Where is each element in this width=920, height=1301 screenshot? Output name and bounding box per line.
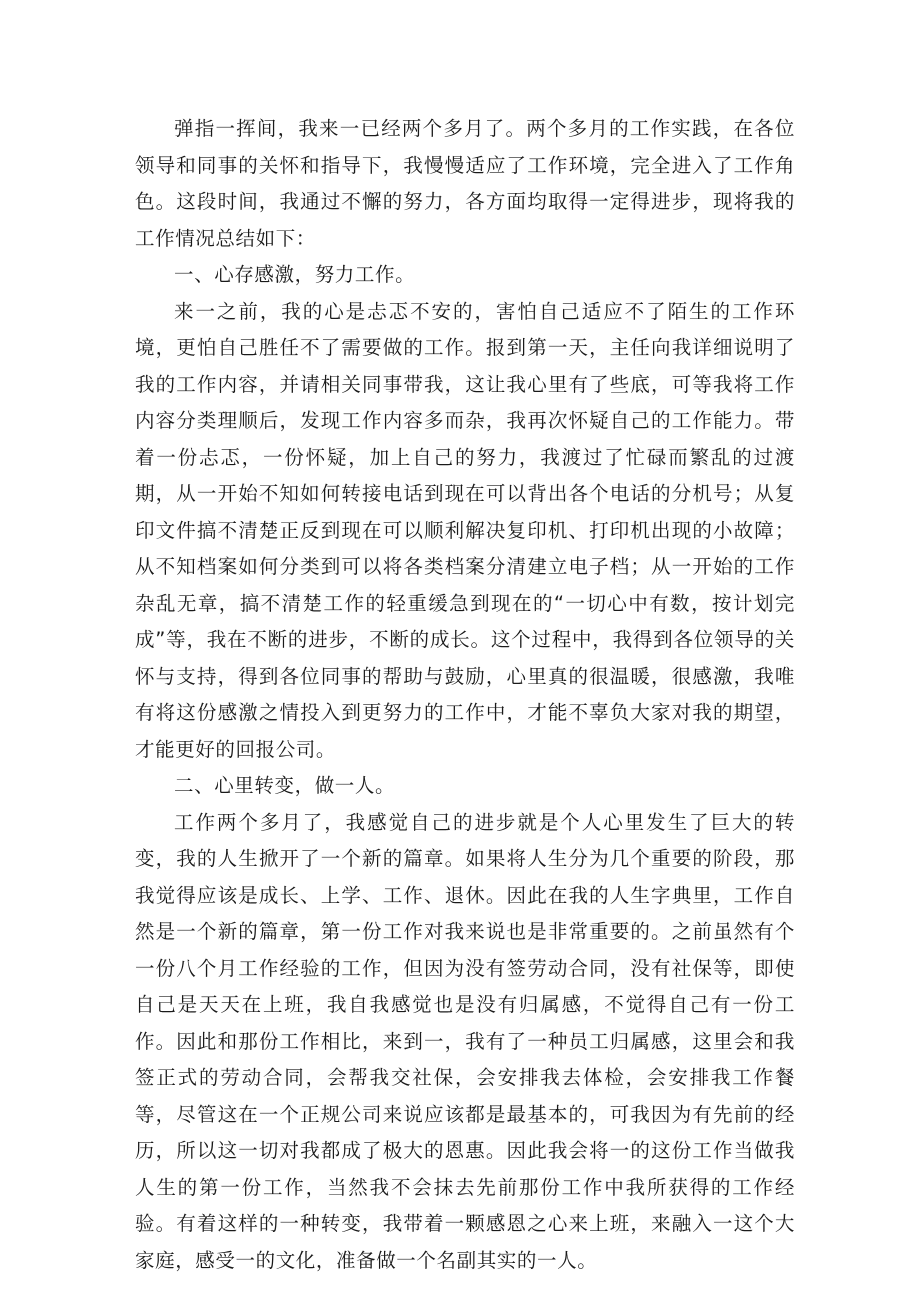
paragraph-intro: 弹指一挥间，我来一已经两个多月了。两个多月的工作实践，在各位领导和同事的关怀和指导下，我慢慢适应了工作环境，完全进入了工作角色。这段时间，我通过不懈的努力，各方面均取得一定得进步，现将我的工作情况总结如下： bbox=[135, 117, 795, 250]
section-heading-1: 一、心存感激，努力工作。 bbox=[174, 263, 416, 286]
paragraph-section-1: 来一之前，我的心是忐忑不安的，害怕自己适应不了陌生的工作环境，更怕自己胜任不了需要做的工作。报到第一天，主任向我详细说明了我的工作内容，并请相关同事带我，这让我心里有了些底，可等我将工作内容分类理顺后，发现工作内容多而杂，我再次怀疑自己的工作能力。带着一份忐忑，一份怀疑，加上自己的努力，我渡过了忙碌而繁乱的过渡期，从一开始不知如何转接电话到现在可以背出各个电话的分机号；从复印文件搞不清楚正反到现在可以顺利解决复印机、打印机出现的小故障；从不知档案如何分类到可以将各类档案分清建立电子档；从一开始的工作杂乱无章，搞不清楚工作的轻重缓急到现在的“一切心中有数，按计划完成”等，我在不断的进步，不断的成长。这个过程中，我得到各位领导的关怀与支持，得到各位同事的帮助与鼓励，心里真的很温暖，很感激，我唯有将这份感激之情投入到更努力的工作中，才能不辜负大家对我的期望，才能更好的回报公司。 bbox=[135, 299, 795, 761]
section-heading-2: 二、心里转变，做一人。 bbox=[174, 774, 396, 797]
paragraph-section-2: 工作两个多月了，我感觉自己的进步就是个人心里发生了巨大的转变，我的人生掀开了一个新的篇章。如果将人生分为几个重要的阶段，那我觉得应该是成长、上学、工作、退休。因此在我的人生字典里，工作自然是一个新的篇章，第一份工作对我来说也是非常重要的。之前虽然有个一份八个月工作经验的工作，但因为没有签劳动合同，没有社保等，即使自己是天天在上班，我自我感觉也是没有归属感，不觉得自己有一份工作。因此和那份工作相比，来到一，我有了一种员工归属感，这里会和我签正式的劳动合同，会帮我交社保，会安排我去体检，会安排我工作餐等，尽管这在一个正规公司来说应该都是最基本的，可我因为有先前的经历，所以这一切对我都成了极大的恩惠。因此我会将一的这份工作当做我人生的第一份工作，当然我不会抹去先前那份工作中我所获得的工作经验。有着这样的一种转变，我带着一颗感恩之心来上班，来融入一这个大家庭，感受一的文化，准备做一个名副其实的一人。 bbox=[135, 810, 795, 1272]
document-body bbox=[135, 111, 795, 1279]
